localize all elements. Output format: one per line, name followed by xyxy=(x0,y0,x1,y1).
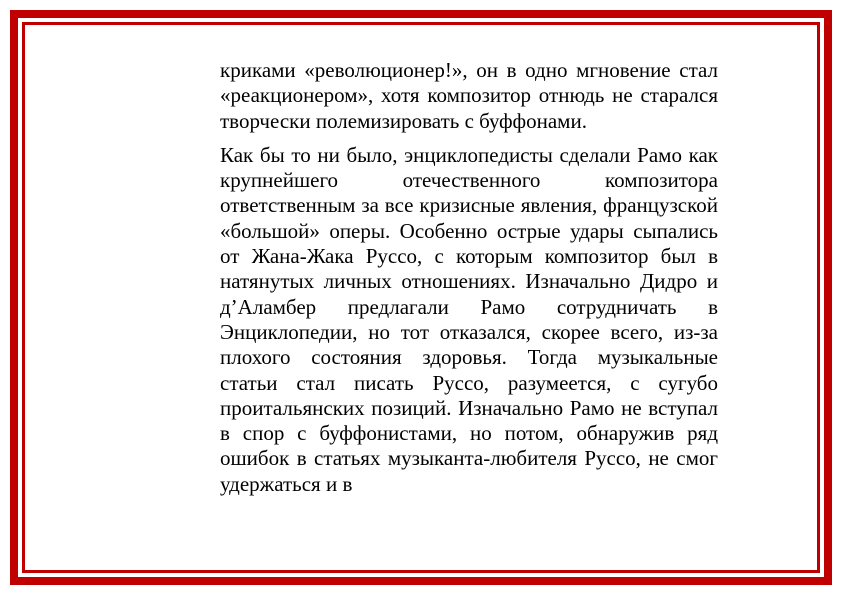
slide-text-block xyxy=(220,58,718,497)
paragraph-2: Как бы то ни было, энциклопедисты сделали Рамо как крупнейшего отечественного композитора ответственным за все кризисные явления, французской «большой» оперы. Особенно острые удары сыпались от Жана-Жака Руссо, с которым композитор был в натянутых личных отношениях. Изначально Дидро и д’Аламбер предлагали Рамо сотрудничать в Энциклопедии, но тот отказался, скорее всего, из-за плохого состояния здоровья. Тогда музыкальные статьи стал писать Руссо, разумеется, с сугубо проитальянских позиций. Изначально Рамо не вступал в спор с буффонистами, но потом, обнаружив ряд ошибок в статьях музыканта-любителя Руссо, не смог удержаться и в xyxy=(220,142,718,496)
paragraph-1: криками «революционер!», он в одно мгновение стал «реакционером», хотя композитор отнюдь не старался творчески полемизировать с буффонами. xyxy=(220,58,718,133)
